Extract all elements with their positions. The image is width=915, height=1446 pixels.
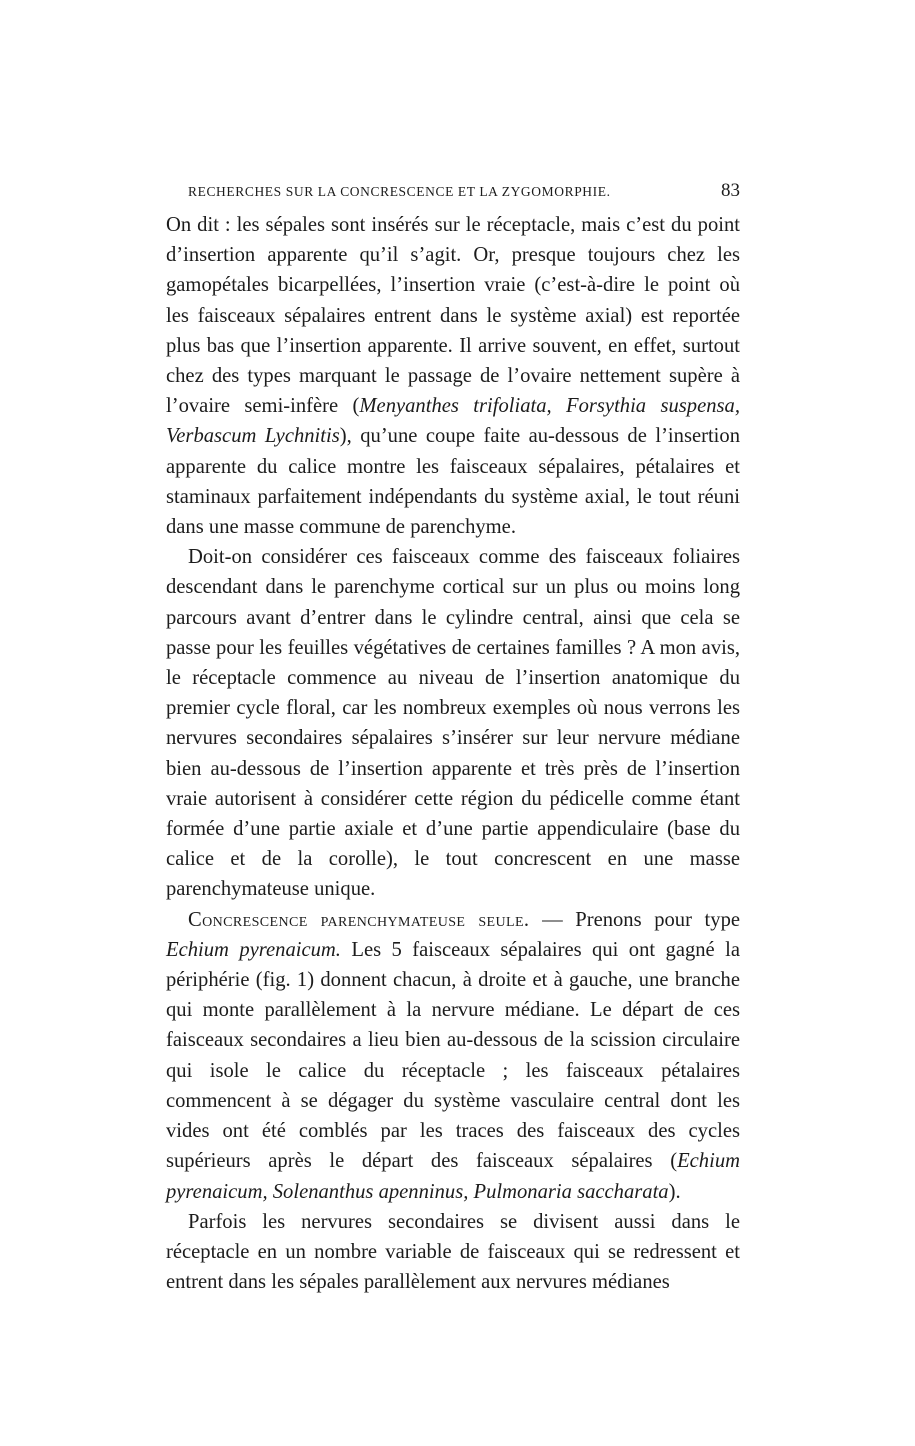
text-segment: ), qu’une coupe faite au-dessous de l’insertion apparente du calice montre les faisceaux sépalaires, pétalaires et staminaux parfaitement indépendants du système axial, le tout réuni dans une masse commune de parenchyme. — [166, 425, 740, 539]
paragraph-1 — [166, 210, 740, 542]
text-segment: ). — [668, 1180, 681, 1203]
text-segment: On dit : les sépales sont insérés sur le réceptacle, mais c’est du point d’insertion apparente qu’il s’agit. Or, presque toujours chez les gamopétales bicarpellées, l’insertion vraie (c’est-à-dire le point où les faisceaux sépalaires entrent dans le système axial) est reportée plus bas que l’insertion apparente. Il arrive souvent, en effet, surtout chez des types marquant le passage de l’ovaire nettement supère à l’ovaire semi-infère ( — [166, 214, 740, 418]
paragraph-3 — [166, 905, 740, 1207]
section-heading: Concrescence parenchymateuse seule. — [188, 908, 530, 931]
text-segment: — Prenons pour type — [529, 908, 741, 931]
page-header — [188, 180, 740, 202]
species-names: Echium pyrenaicum, Solenanthus apenninus, Pulmonaria saccharata — [166, 1150, 740, 1203]
text-segment: Doit-on considérer ces faisceaux comme des faisceaux foliaires descendant dans le parenchyme cortical sur un plus ou moins long parcours avant d’entrer dans le cylindre central, ainsi que cela se passe pour les feuilles végétatives de certaines familles ? A mon avis, le réceptacle commence au niveau de l’insertion anatomique du premier cycle floral, car les nombreux exemples où nous verrons les nervures secondaires sépalaires s’insérer sur leur nervure médiane bien au-dessous de l’insertion apparente et très près de l’insertion vraie autorisent à considérer cette région du pédicelle comme étant formée d’une partie axiale et d’une partie appendiculaire (base du calice et de la corolle), le tout concrescent en une masse parenchymateuse unique. — [166, 546, 740, 901]
text-segment: Parfois les nervures secondaires se divisent aussi dans le réceptacle en un nombre variable de faisceaux qui se redressent et entrent dans les sépales parallèlement aux nervures médianes — [166, 1210, 740, 1294]
paragraph-2 — [166, 542, 740, 904]
text-segment: Les 5 faisceaux sépalaires qui ont gagné la périphérie (fig. 1) donnent chacun, à droite et à gauche, une branche qui monte parallèlement à la nervure médiane. Le départ de ces faisceaux secondaires a lieu bien au-dessous de la scission circulaire qui isole le calice du réceptacle ; les faisceaux pétalaires commencent à se dégager du système vasculaire central dont les vides ont été comblés par les traces des faisceaux des cycles supérieurs après le départ des faisceaux sépalaires ( — [166, 938, 740, 1173]
species-names: Menyanthes trifoliata, Forsythia suspensa, Verbascum Lychnitis — [166, 395, 740, 448]
species-name: Echium pyrenaicum. — [166, 938, 341, 961]
paragraph-4 — [166, 1207, 740, 1298]
page-number: 83 — [721, 180, 740, 201]
running-title: RECHERCHES SUR LA CONCRESCENCE ET LA ZYGOMORPHIE. — [188, 184, 611, 199]
body-text — [166, 210, 740, 1297]
